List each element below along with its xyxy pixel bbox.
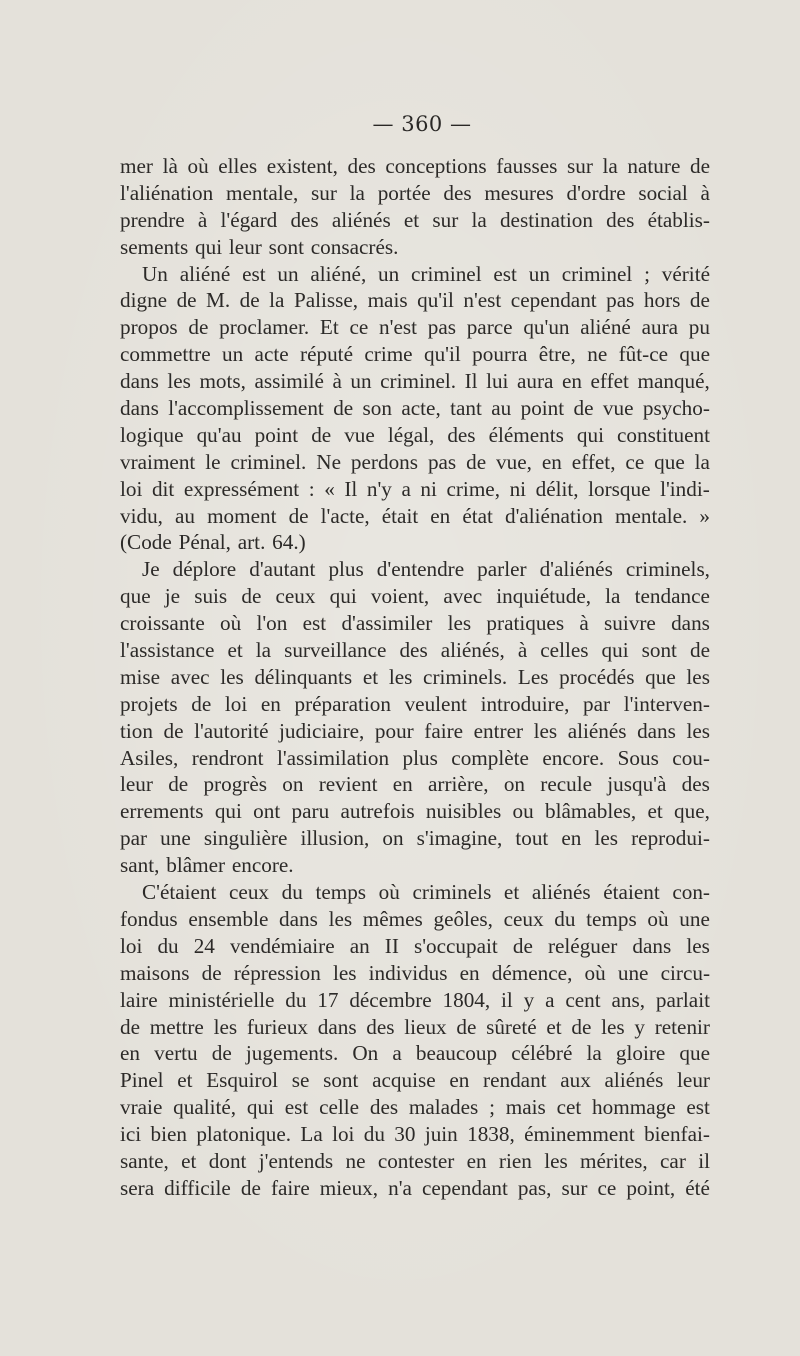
text-line: propos de proclamer. Et ce n'est pas parce qu'un aliéné aura pu <box>120 315 710 340</box>
text-line: par une singulière illusion, on s'imagine, tout en les reprodui- <box>120 826 710 851</box>
text-line: vraiment le criminel. Ne perdons pas de vue, en effet, ce que la <box>120 449 710 474</box>
text-line: sera difficile de faire mieux, n'a cependant pas, sur ce point, été <box>120 1175 710 1200</box>
text-line: ici bien platonique. La loi du 30 juin 1838, éminemment bienfai- <box>120 1122 710 1147</box>
text-line: sements qui leur sont consacrés. <box>120 234 399 259</box>
text-line: de mettre les furieux dans des lieux de sûreté et de les y retenir <box>120 1014 710 1039</box>
text-line: fondus ensemble dans les mêmes geôles, ceux du temps où une <box>120 906 710 931</box>
text-line: l'assistance et la surveillance des aliénés, à celles qui sont de <box>120 638 710 663</box>
text-line: digne de M. de la Palisse, mais qu'il n'est cependant pas hors de <box>120 288 710 313</box>
body-text <box>120 153 710 1202</box>
text-line: vraie qualité, qui est celle des malades ; mais cet hommage est <box>120 1095 710 1120</box>
page-number: — 360 — <box>372 112 472 136</box>
text-line: maisons de répression les individus en démence, où une circu- <box>120 960 710 985</box>
text-line: croissante où l'on est d'assimiler les pratiques à suivre dans <box>120 611 710 636</box>
text-line: dans les mots, assimilé à un criminel. Il lui aura en effet manqué, <box>120 369 710 394</box>
text-line: Asiles, rendront l'assimilation plus complète encore. Sous cou- <box>120 745 710 770</box>
text-line: Pinel et Esquirol se sont acquise en rendant aux aliénés leur <box>120 1068 710 1093</box>
text-line: laire ministérielle du 17 décembre 1804, il y a cent ans, parlait <box>120 987 710 1012</box>
text-line: (Code Pénal, art. 64.) <box>120 530 306 555</box>
text-line: projets de loi en préparation veulent introduire, par l'interven- <box>120 691 710 716</box>
text-line: Je déplore d'autant plus d'entendre parler d'aliénés criminels, <box>142 557 710 582</box>
text-line: dans l'accomplissement de son acte, tant au point de vue psycho- <box>120 396 710 421</box>
text-line: prendre à l'égard des aliénés et sur la destination des établis- <box>120 207 710 232</box>
text-line: C'étaient ceux du temps où criminels et aliénés étaient con- <box>142 880 710 905</box>
text-line: que je suis de ceux qui voient, avec inquiétude, la tendance <box>120 584 710 609</box>
text-line: sante, et dont j'entends ne contester en rien les mérites, car il <box>120 1148 710 1173</box>
text-line: mise avec les délinquants et les criminels. Les procédés que les <box>120 664 710 689</box>
text-line: vidu, au moment de l'acte, était en état d'aliénation mentale. » <box>120 503 710 528</box>
text-line: l'aliénation mentale, sur la portée des mesures d'ordre social à <box>120 180 710 205</box>
text-line: leur de progrès on revient en arrière, on recule jusqu'à des <box>120 772 710 797</box>
text-line: loi du 24 vendémiaire an II s'occupait de reléguer dans les <box>120 933 710 958</box>
text-line: en vertu de jugements. On a beaucoup célébré la gloire que <box>120 1041 710 1066</box>
text-line: mer là où elles existent, des conceptions fausses sur la nature de <box>120 154 710 178</box>
text-line: commettre un acte réputé crime qu'il pourra être, ne fût-ce que <box>120 342 710 367</box>
text-line: errements qui ont paru autrefois nuisibles ou blâmables, et que, <box>120 799 710 824</box>
text-line: sant, blâmer encore. <box>120 853 294 878</box>
text-line: tion de l'autorité judiciaire, pour faire entrer les aliénés dans les <box>120 718 710 743</box>
text-line: logique qu'au point de vue légal, des éléments qui constituent <box>120 422 710 447</box>
text-line: loi dit expressément : « Il n'y a ni crime, ni délit, lorsque l'indi- <box>120 476 710 501</box>
text-line: Un aliéné est un aliéné, un criminel est un criminel ; vérité <box>142 261 710 286</box>
